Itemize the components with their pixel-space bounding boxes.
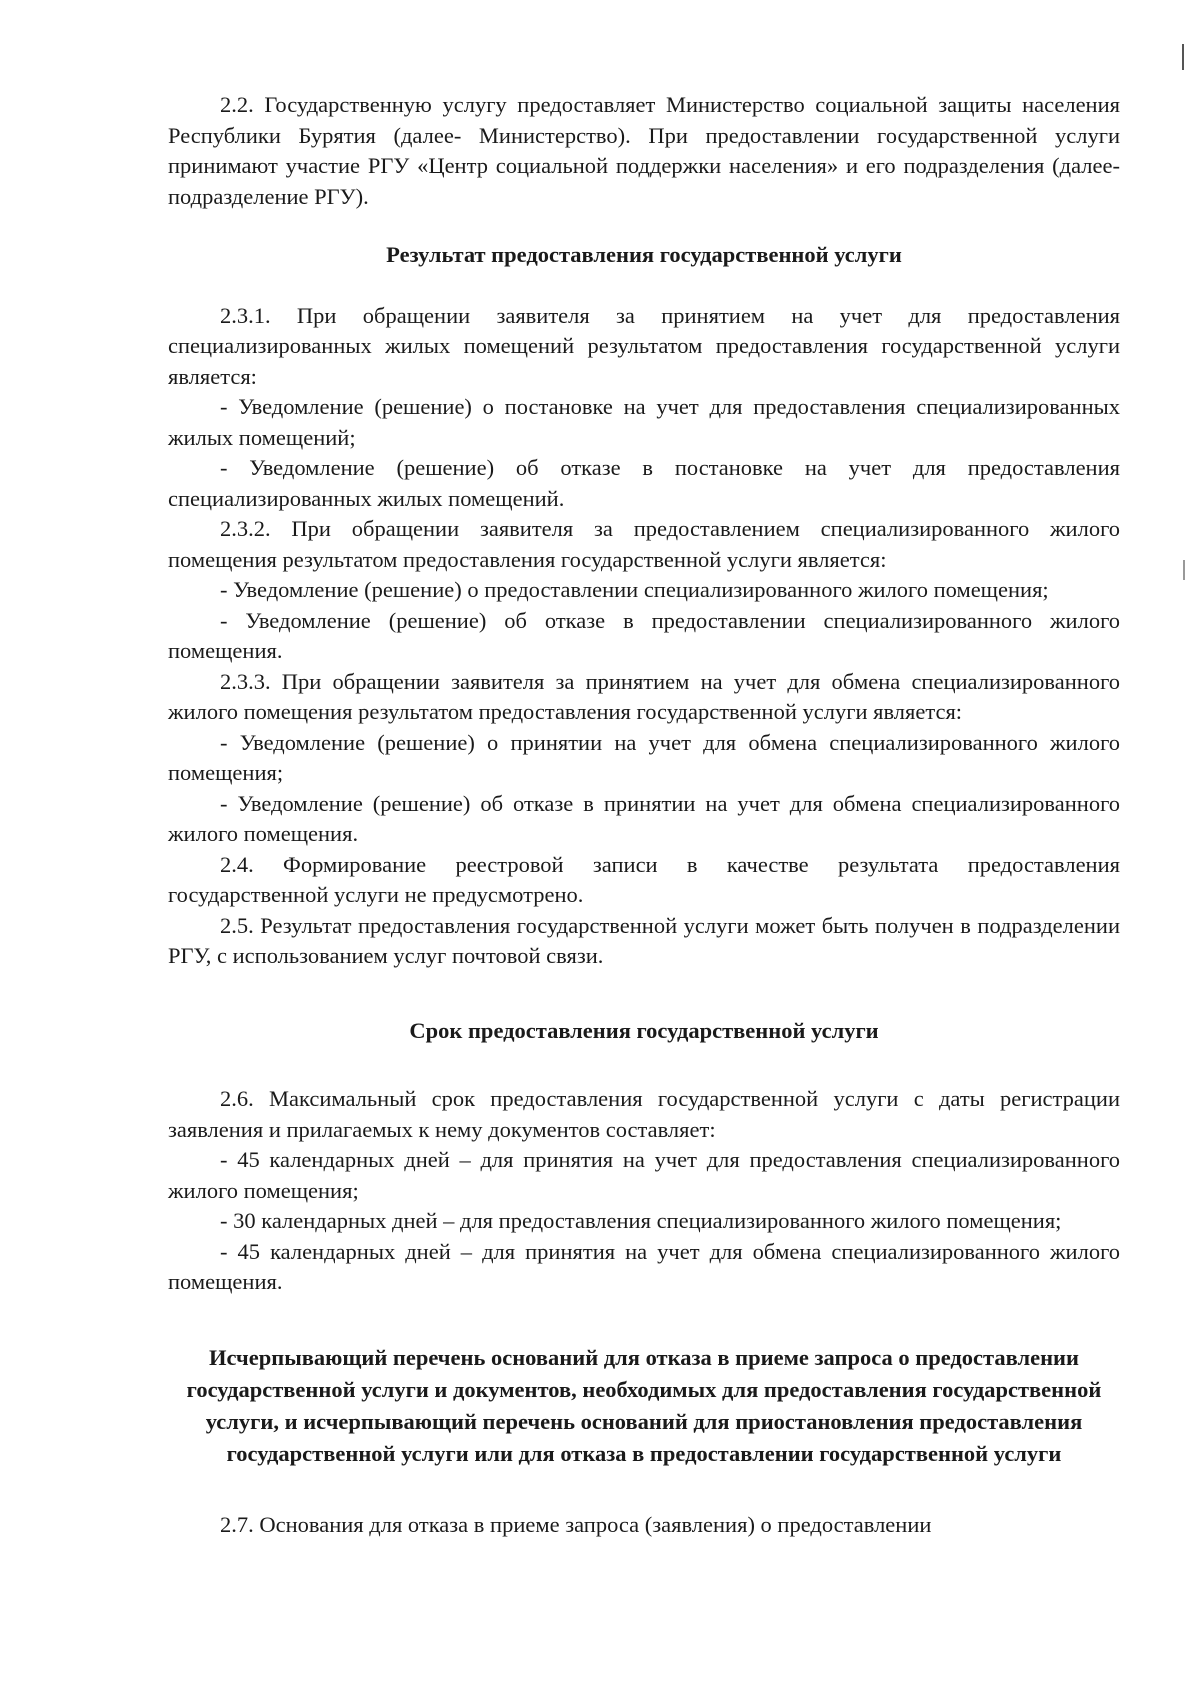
paragraph-2-7: 2.7. Основания для отказа в приеме запроса (заявления) о предоставлении bbox=[220, 1511, 932, 1537]
list-item: - Уведомление (решение) о принятии на учет для обмена специализированного жилого помещения; bbox=[168, 729, 1120, 785]
list-item: - Уведомление (решение) об отказе в постановке на учет для предоставления специализированных жилых помещений. bbox=[168, 455, 1120, 511]
paragraph-2-3-1: 2.3.1. При обращении заявителя за принятием на учет для предоставления специализированных жилых помещений результатом предоставления государственной услуги является: bbox=[168, 302, 1120, 389]
list-item: - Уведомление (решение) о постановке на учет для предоставления специализированных жилых помещений; bbox=[168, 394, 1120, 450]
list-item: - 45 календарных дней – для принятия на учет для обмена специализированного жилого помещения. bbox=[168, 1238, 1120, 1294]
list-item: - Уведомление (решение) об отказе в принятии на учет для обмена специализированного жилого помещения. bbox=[168, 790, 1120, 846]
document-page bbox=[168, 90, 1120, 1540]
scan-mark bbox=[1183, 560, 1185, 580]
scan-mark bbox=[1182, 44, 1184, 70]
paragraph-2-2: 2.2. Государственную услугу предоставляет Министерство социальной защиты населения Республики Бурятия (далее- Министерство). При предоставлении государственной услуги принимают участие РГУ «Центр социальной поддержки населения» и его подразделения (далее- подразделение РГУ). bbox=[168, 92, 1120, 209]
paragraph-2-6: 2.6. Максимальный срок предоставления государственной услуги с даты регистрации заявления и прилагаемых к нему документов составляет: bbox=[168, 1086, 1120, 1142]
heading-grounds: Исчерпывающий перечень оснований для отказа в приеме запроса о предоставлении государственной услуги и документов, необходимых для предоставления государственной услуги, и исчерпывающий перечень оснований для приостановления предоставления государственной услуги или для отказа в предоставлении государственной услуги bbox=[186, 1344, 1102, 1466]
heading-result: Результат предоставления государственной услуги bbox=[386, 242, 902, 267]
list-item: - 30 календарных дней – для предоставления специализированного жилого помещения; bbox=[220, 1208, 1062, 1233]
paragraph-2-3-3: 2.3.3. При обращении заявителя за принятием на учет для обмена специализированного жилого помещения результатом предоставления государственной услуги является: bbox=[168, 668, 1120, 724]
paragraph-2-4: 2.4. Формирование реестровой записи в качестве результата предоставления государственной услуги не предусмотрено. bbox=[168, 851, 1120, 907]
list-item: - Уведомление (решение) об отказе в предоставлении специализированного жилого помещения. bbox=[168, 607, 1120, 663]
paragraph-2-3-2: 2.3.2. При обращении заявителя за предоставлением специализированного жилого помещения результатом предоставления государственной услуги является: bbox=[168, 516, 1120, 572]
paragraph-2-5: 2.5. Результат предоставления государственной услуги может быть получен в подразделении РГУ, с использованием услуг почтовой связи. bbox=[168, 912, 1120, 968]
list-item: - Уведомление (решение) о предоставлении специализированного жилого помещения; bbox=[220, 577, 1049, 602]
heading-term: Срок предоставления государственной услуги bbox=[409, 1017, 879, 1043]
list-item: - 45 календарных дней – для принятия на учет для предоставления специализированного жилого помещения; bbox=[168, 1147, 1120, 1203]
